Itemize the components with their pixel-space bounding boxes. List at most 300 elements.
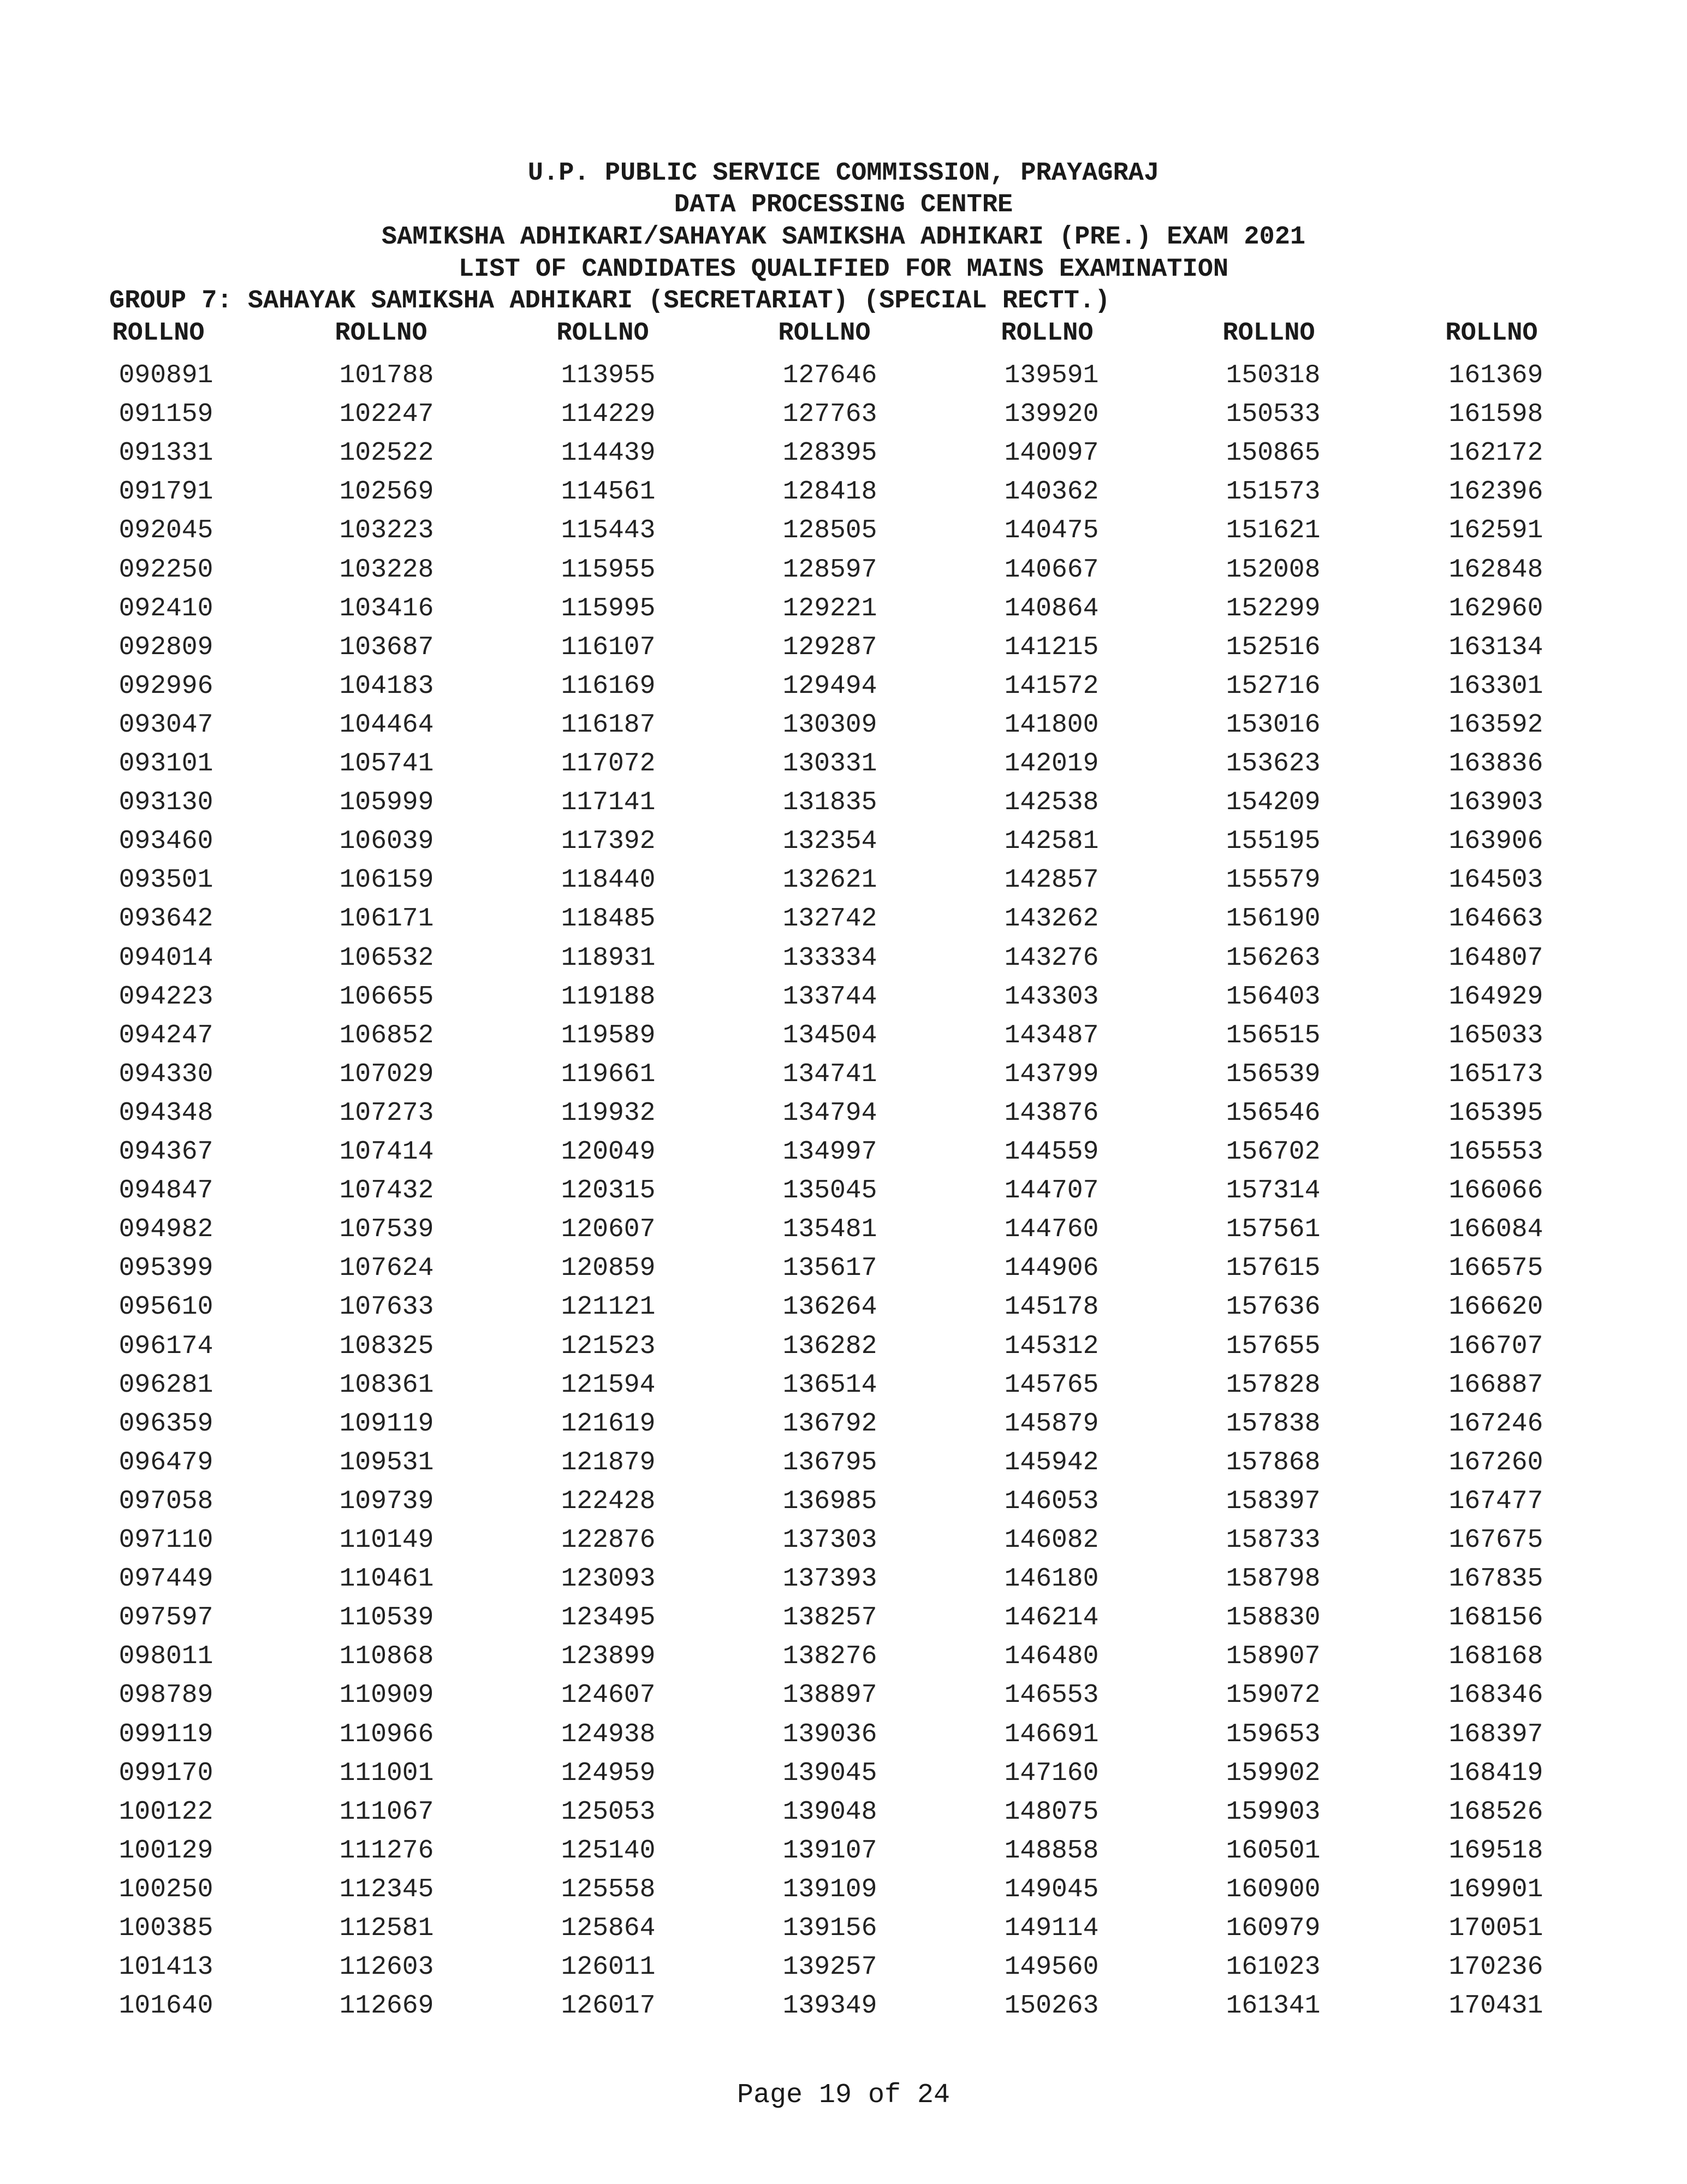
rollno-cell: 119932 [561,1098,656,1128]
rollno-cell: 170236 [1448,1952,1543,1983]
rollno-cell: 107633 [339,1292,434,1322]
rollno-cell: 146553 [1004,1681,1099,1711]
rollno-cell: 096359 [118,1409,213,1439]
rollno-cell: 121619 [561,1409,656,1439]
rollno-cell: 120859 [561,1254,656,1284]
rollno-cell: 160979 [1226,1914,1321,1943]
rollno-cell: 092045 [118,516,213,546]
rollno-cell: 112581 [339,1914,434,1943]
rollno-cell: 105999 [339,788,434,818]
rollno-cell: 145178 [1004,1292,1099,1322]
rollno-cell: 167835 [1448,1564,1543,1594]
rollno-cell: 139920 [1004,400,1099,430]
rollno-cell: 162848 [1448,555,1543,585]
rollno-cell: 157828 [1226,1370,1321,1400]
rollno-cell: 126017 [561,1991,656,2021]
rollno-cell: 167675 [1448,1526,1543,1555]
rollno-cell: 139591 [1004,361,1099,390]
rollno-cell: 104464 [339,710,434,740]
column-header: ROLLNO [335,319,427,348]
rollno-cell: 146480 [1004,1642,1099,1672]
rollno-cell: 139109 [782,1874,877,1904]
rollno-cell: 135045 [782,1176,877,1206]
rollno-cell: 108325 [339,1331,434,1361]
rollno-cell: 161023 [1226,1952,1321,1983]
rollno-cell: 146053 [1004,1486,1099,1516]
column-header: ROLLNO [556,319,649,348]
rollno-cell: 143487 [1004,1020,1099,1051]
rollno-cell: 108361 [339,1370,434,1400]
column-header: ROLLNO [1445,319,1538,348]
rollno-cell: 091159 [118,400,213,430]
rollno-cell: 105741 [339,749,434,779]
rollno-cell: 127763 [782,400,877,430]
rollno-cell: 162396 [1448,477,1543,507]
rollno-cell: 151621 [1226,516,1321,546]
rollno-cell: 140667 [1004,555,1099,585]
rollno-cell: 132354 [782,827,877,857]
rollno-cell: 144559 [1004,1137,1099,1167]
rollno-cell: 124607 [561,1681,656,1711]
rollno-cell: 134504 [782,1020,877,1051]
rollno-cell: 154209 [1226,788,1321,818]
rollno-cell: 101640 [118,1991,213,2021]
rollno-cell: 124959 [561,1758,656,1788]
rollno-cell: 169901 [1448,1874,1543,1904]
rollno-cell: 116169 [561,671,656,701]
rollno-cell: 124938 [561,1719,656,1749]
rollno-cell: 158733 [1226,1526,1321,1555]
rollno-cell: 111276 [339,1836,434,1866]
rollno-cell: 119188 [561,982,656,1012]
rollno-cell: 106159 [339,865,434,895]
rollno-cell: 103223 [339,516,434,546]
rollno-cell: 091331 [118,438,213,468]
rollno-cell: 165173 [1448,1059,1543,1089]
rollno-cell: 148858 [1004,1836,1099,1866]
rollno-cell: 097597 [118,1603,213,1633]
rollno-cell: 140362 [1004,477,1099,507]
rollno-cell: 099119 [118,1719,213,1749]
rollno-cell: 136282 [782,1331,877,1361]
rollno-cell: 159653 [1226,1719,1321,1749]
rollno-cell: 094014 [118,943,213,973]
rollno-cell: 115955 [561,555,656,585]
rollno-cell: 114439 [561,438,656,468]
rollno-cell: 123899 [561,1642,656,1672]
rollno-cell: 144906 [1004,1254,1099,1284]
rollno-cell: 090891 [118,361,213,390]
rollno-cell: 120315 [561,1176,656,1206]
rollno-cell: 157561 [1226,1215,1321,1245]
rollno-cell: 092996 [118,671,213,701]
rollno-cell: 117072 [561,749,656,779]
rollno-cell: 107624 [339,1254,434,1284]
rollno-cell: 142581 [1004,827,1099,857]
rollno-cell: 130331 [782,749,877,779]
rollno-cell: 122428 [561,1486,656,1516]
rollno-cell: 146214 [1004,1603,1099,1633]
rollno-cell: 093460 [118,827,213,857]
rollno-cell: 129221 [782,594,877,624]
rollno-cell: 128418 [782,477,877,507]
rollno-cell: 121523 [561,1331,656,1361]
rollno-cell: 155579 [1226,865,1321,895]
rollno-cell: 157615 [1226,1254,1321,1284]
rollno-cell: 157314 [1226,1176,1321,1206]
rollno-cell: 170431 [1448,1991,1543,2021]
rollno-cell: 091791 [118,477,213,507]
rollno-cell: 160501 [1226,1836,1321,1866]
rollno-cell: 093101 [118,749,213,779]
rollno-cell: 101788 [339,361,434,390]
rollno-cell: 106171 [339,904,434,934]
rollno-cell: 143276 [1004,943,1099,973]
rollno-cell: 119589 [561,1020,656,1051]
rollno-cell: 139048 [782,1797,877,1827]
rollno-cell: 168397 [1448,1719,1543,1749]
rollno-cell: 123495 [561,1603,656,1633]
rollno-cell: 161341 [1226,1991,1321,2021]
rollno-cell: 094223 [118,982,213,1012]
rollno-cell: 098789 [118,1681,213,1711]
rollno-cell: 138257 [782,1603,877,1633]
rollno-cell: 158397 [1226,1486,1321,1516]
rollno-cell: 094330 [118,1059,213,1089]
rollno-cell: 102569 [339,477,434,507]
rollno-cell: 152516 [1226,632,1321,662]
page-number: Page 19 of 24 [736,2080,951,2111]
rollno-cell: 130309 [782,710,877,740]
rollno-cell: 100122 [118,1797,213,1827]
rollno-cell: 118485 [561,904,656,934]
rollno-cell: 094348 [118,1098,213,1128]
rollno-cell: 128505 [782,516,877,546]
rollno-cell: 163836 [1448,749,1543,779]
rollno-cell: 123093 [561,1564,656,1594]
rollno-cell: 097058 [118,1486,213,1516]
rollno-cell: 167246 [1448,1409,1543,1439]
rollno-cell: 100129 [118,1836,213,1866]
rollno-cell: 166066 [1448,1176,1543,1206]
rollno-cell: 139036 [782,1719,877,1749]
rollno-cell: 115443 [561,516,656,546]
rollno-cell: 160900 [1226,1874,1321,1904]
rollno-cell: 107539 [339,1215,434,1245]
rollno-cell: 133334 [782,943,877,973]
rollno-cell: 169518 [1448,1836,1543,1866]
rollno-cell: 166887 [1448,1370,1543,1400]
rollno-cell: 140475 [1004,516,1099,546]
group-title: GROUP 7: SAHAYAK SAMIKSHA ADHIKARI (SECRETARIAT) (SPECIAL RECTT.) [109,287,1110,316]
rollno-cell: 125558 [561,1874,656,1904]
rollno-cell: 168156 [1448,1603,1543,1633]
rollno-cell: 166707 [1448,1331,1543,1361]
rollno-cell: 163592 [1448,710,1543,740]
rollno-cell: 120607 [561,1215,656,1245]
rollno-cell: 106532 [339,943,434,973]
rollno-cell: 143303 [1004,982,1099,1012]
rollno-cell: 116107 [561,632,656,662]
rollno-cell: 106039 [339,827,434,857]
rollno-cell: 162172 [1448,438,1543,468]
rollno-cell: 128597 [782,555,877,585]
rollno-cell: 097110 [118,1526,213,1555]
rollno-cell: 112669 [339,1991,434,2021]
rollno-cell: 121879 [561,1447,656,1477]
exam-title: SAMIKSHA ADHIKARI/SAHAYAK SAMIKSHA ADHIKARI (PRE.) EXAM 2021 [381,223,1306,252]
rollno-cell: 164929 [1448,982,1543,1012]
rollno-cell: 132621 [782,865,877,895]
rollno-cell: 096281 [118,1370,213,1400]
rollno-cell: 100250 [118,1874,213,1904]
rollno-cell: 135617 [782,1254,877,1284]
rollno-cell: 099170 [118,1758,213,1788]
rollno-cell: 140097 [1004,438,1099,468]
rollno-cell: 098011 [118,1642,213,1672]
rollno-cell: 094847 [118,1176,213,1206]
rollno-cell: 159072 [1226,1681,1321,1711]
rollno-cell: 156539 [1226,1059,1321,1089]
rollno-cell: 168168 [1448,1642,1543,1672]
rollno-cell: 165395 [1448,1098,1543,1128]
rollno-cell: 147160 [1004,1758,1099,1788]
rollno-cell: 118440 [561,865,656,895]
rollno-cell: 158798 [1226,1564,1321,1594]
rollno-cell: 110539 [339,1603,434,1633]
rollno-cell: 156263 [1226,943,1321,973]
rollno-cell: 110461 [339,1564,434,1594]
rollno-cell: 157655 [1226,1331,1321,1361]
rollno-cell: 156403 [1226,982,1321,1012]
rollno-cell: 136795 [782,1447,877,1477]
rollno-cell: 133744 [782,982,877,1012]
rollno-cell: 161369 [1448,361,1543,390]
rollno-cell: 166575 [1448,1254,1543,1284]
rollno-cell: 166620 [1448,1292,1543,1322]
rollno-cell: 145879 [1004,1409,1099,1439]
rollno-cell: 096479 [118,1447,213,1477]
rollno-cell: 096174 [118,1331,213,1361]
rollno-cell: 168419 [1448,1758,1543,1788]
rollno-cell: 121594 [561,1370,656,1400]
rollno-cell: 143262 [1004,904,1099,934]
rollno-cell: 153623 [1226,749,1321,779]
rollno-cell: 168526 [1448,1797,1543,1827]
rollno-cell: 122876 [561,1526,656,1555]
commission-title: U.P. PUBLIC SERVICE COMMISSION, PRAYAGRAJ [527,159,1160,188]
rollno-cell: 149560 [1004,1952,1099,1983]
rollno-cell: 095610 [118,1292,213,1322]
rollno-cell: 125140 [561,1836,656,1866]
rollno-cell: 094247 [118,1020,213,1051]
rollno-cell: 103687 [339,632,434,662]
rollno-cell: 152716 [1226,671,1321,701]
rollno-cell: 115995 [561,594,656,624]
rollno-cell: 159903 [1226,1797,1321,1827]
rollno-cell: 110868 [339,1642,434,1672]
rollno-cell: 149045 [1004,1874,1099,1904]
rollno-cell: 112603 [339,1952,434,1983]
rollno-cell: 142019 [1004,749,1099,779]
rollno-cell: 150318 [1226,361,1321,390]
rollno-cell: 162960 [1448,594,1543,624]
rollno-cell: 129494 [782,671,877,701]
rollno-cell: 100385 [118,1914,213,1943]
rollno-cell: 139107 [782,1836,877,1866]
rollno-cell: 134997 [782,1137,877,1167]
rollno-cell: 093047 [118,710,213,740]
rollno-cell: 126011 [561,1952,656,1983]
rollno-cell: 139257 [782,1952,877,1983]
rollno-cell: 136514 [782,1370,877,1400]
rollno-cell: 097449 [118,1564,213,1594]
rollno-cell: 143799 [1004,1059,1099,1089]
rollno-cell: 158907 [1226,1642,1321,1672]
rollno-cell: 141572 [1004,671,1099,701]
rollno-cell: 103228 [339,555,434,585]
rollno-cell: 149114 [1004,1914,1099,1943]
rollno-cell: 106655 [339,982,434,1012]
rollno-cell: 129287 [782,632,877,662]
rollno-cell: 107432 [339,1176,434,1206]
rollno-cell: 094982 [118,1215,213,1245]
rollno-cell: 164663 [1448,904,1543,934]
rollno-cell: 141215 [1004,632,1099,662]
rollno-cell: 150263 [1004,1991,1099,2021]
rollno-cell: 138276 [782,1642,877,1672]
rollno-cell: 128395 [782,438,877,468]
rollno-cell: 165033 [1448,1020,1543,1051]
rollno-cell: 139349 [782,1991,877,2021]
rollno-cell: 107029 [339,1059,434,1089]
rollno-cell: 093642 [118,904,213,934]
rollno-cell: 121121 [561,1292,656,1322]
rollno-cell: 092809 [118,632,213,662]
rollno-cell: 159902 [1226,1758,1321,1788]
rollno-cell: 157636 [1226,1292,1321,1322]
rollno-cell: 136264 [782,1292,877,1322]
rollno-cell: 144760 [1004,1215,1099,1245]
rollno-cell: 117392 [561,827,656,857]
rollno-cell: 125053 [561,1797,656,1827]
column-header: ROLLNO [112,319,205,348]
rollno-cell: 131835 [782,788,877,818]
rollno-cell: 136985 [782,1486,877,1516]
rollno-cell: 109739 [339,1486,434,1516]
list-title: LIST OF CANDIDATES QUALIFIED FOR MAINS EXAMINATION [458,255,1229,284]
rollno-cell: 146691 [1004,1719,1099,1749]
rollno-cell: 127646 [782,361,877,390]
rollno-cell: 116187 [561,710,656,740]
rollno-cell: 134794 [782,1098,877,1128]
rollno-cell: 168346 [1448,1681,1543,1711]
rollno-cell: 145765 [1004,1370,1099,1400]
rollno-cell: 145942 [1004,1447,1099,1477]
rollno-cell: 110149 [339,1526,434,1555]
rollno-cell: 107273 [339,1098,434,1128]
rollno-cell: 145312 [1004,1331,1099,1361]
rollno-cell: 112345 [339,1874,434,1904]
rollno-cell: 153016 [1226,710,1321,740]
rollno-cell: 109119 [339,1409,434,1439]
rollno-cell: 163301 [1448,671,1543,701]
rollno-cell: 143876 [1004,1098,1099,1128]
rollno-cell: 163134 [1448,632,1543,662]
rollno-cell: 139156 [782,1914,877,1943]
rollno-cell: 113955 [561,361,656,390]
centre-title: DATA PROCESSING CENTRE [674,191,1013,219]
rollno-cell: 142857 [1004,865,1099,895]
rollno-cell: 156515 [1226,1020,1321,1051]
rollno-cell: 164807 [1448,943,1543,973]
rollno-cell: 165553 [1448,1137,1543,1167]
rollno-cell: 101413 [118,1952,213,1983]
rollno-cell: 157868 [1226,1447,1321,1477]
rollno-cell: 095399 [118,1254,213,1284]
rollno-cell: 093130 [118,788,213,818]
rollno-cell: 140864 [1004,594,1099,624]
column-header: ROLLNO [778,319,871,348]
rollno-cell: 109531 [339,1447,434,1477]
rollno-cell: 163906 [1448,827,1543,857]
rollno-cell: 158830 [1226,1603,1321,1633]
rollno-cell: 094367 [118,1137,213,1167]
column-header: ROLLNO [1222,319,1315,348]
rollno-cell: 150533 [1226,400,1321,430]
rollno-cell: 104183 [339,671,434,701]
rollno-cell: 103416 [339,594,434,624]
rollno-cell: 120049 [561,1137,656,1167]
rollno-cell: 161598 [1448,400,1543,430]
column-header: ROLLNO [1001,319,1094,348]
rollno-cell: 141800 [1004,710,1099,740]
rollno-cell: 157838 [1226,1409,1321,1439]
rollno-cell: 110909 [339,1681,434,1711]
rollno-cell: 135481 [782,1215,877,1245]
rollno-cell: 110966 [339,1719,434,1749]
rollno-cell: 152299 [1226,594,1321,624]
rollno-cell: 119661 [561,1059,656,1089]
rollno-cell: 146180 [1004,1564,1099,1594]
rollno-cell: 137393 [782,1564,877,1594]
rollno-cell: 118931 [561,943,656,973]
rollno-cell: 102247 [339,400,434,430]
rollno-cell: 114229 [561,400,656,430]
rollno-cell: 137303 [782,1526,877,1555]
rollno-cell: 106852 [339,1020,434,1051]
rollno-cell: 162591 [1448,516,1543,546]
rollno-cell: 139045 [782,1758,877,1788]
rollno-cell: 156190 [1226,904,1321,934]
rollno-cell: 092410 [118,594,213,624]
rollno-cell: 170051 [1448,1914,1543,1943]
rollno-cell: 156546 [1226,1098,1321,1128]
rollno-cell: 093501 [118,865,213,895]
rollno-cell: 138897 [782,1681,877,1711]
rollno-cell: 148075 [1004,1797,1099,1827]
rollno-cell: 155195 [1226,827,1321,857]
rollno-cell: 102522 [339,438,434,468]
rollno-cell: 134741 [782,1059,877,1089]
rollno-cell: 114561 [561,477,656,507]
rollno-cell: 156702 [1226,1137,1321,1167]
rollno-cell: 167260 [1448,1447,1543,1477]
rollno-cell: 117141 [561,788,656,818]
rollno-cell: 107414 [339,1137,434,1167]
rollno-cell: 150865 [1226,438,1321,468]
rollno-cell: 142538 [1004,788,1099,818]
